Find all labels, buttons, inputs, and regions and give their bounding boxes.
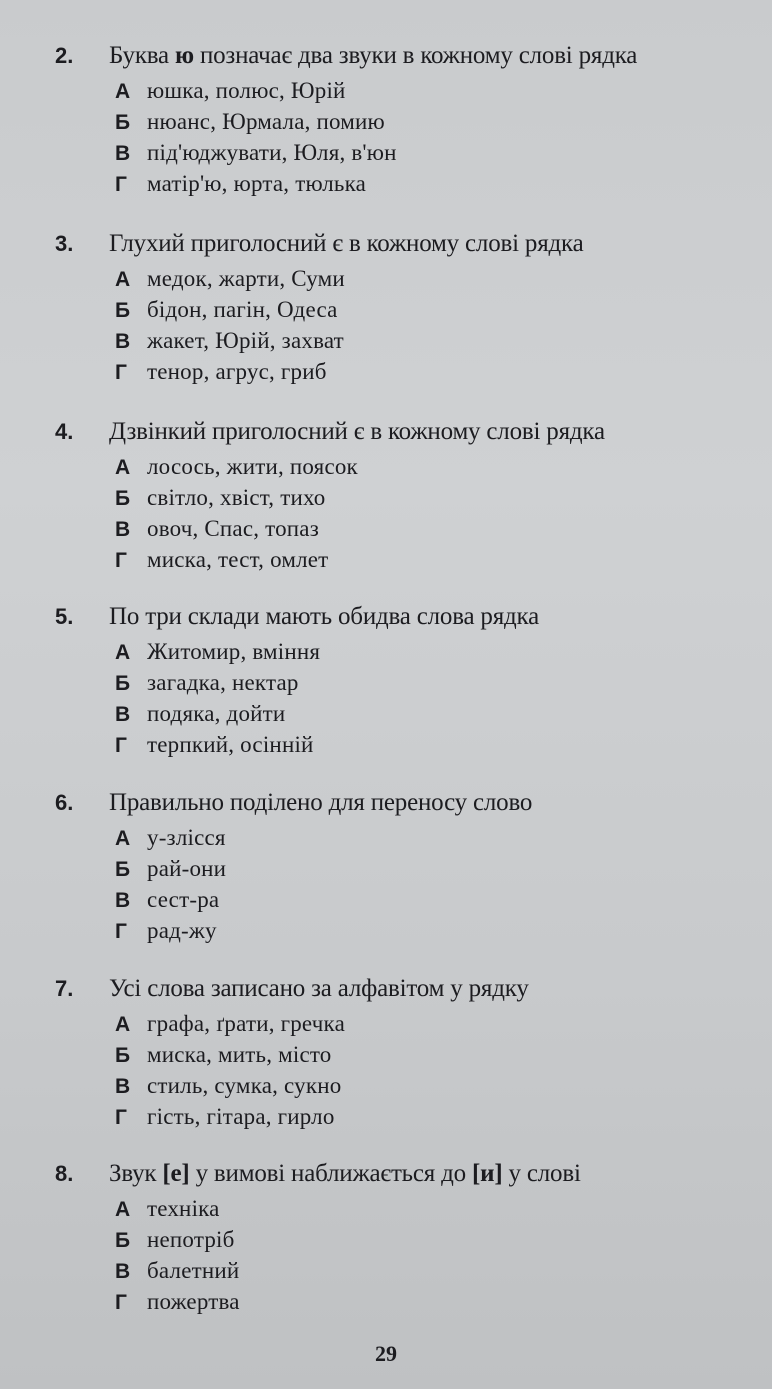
option-a: А Житомир, вміння [115, 639, 321, 664]
answer-options [115, 78, 755, 202]
question-text: По три склади мають обидва слова рядка [109, 603, 540, 630]
question-text: Усі слова записано за алфавітом у рядку [109, 975, 529, 1002]
option-a: А графа, ґрати, гречка [115, 1011, 345, 1036]
option-b: Б бідон, пагін, Одеса [115, 297, 338, 322]
answer-options [115, 266, 755, 390]
option-v: В жакет, Юрій, захват [115, 328, 344, 353]
question-text: Буква ю позначає два звуки в кожному слові рядка [109, 42, 638, 69]
question-number: 8. [55, 1161, 74, 1186]
question-5 [55, 603, 755, 763]
option-b: Б нюанс, Юрмала, помию [115, 109, 385, 134]
option-b: Б загадка, нектар [115, 670, 299, 695]
answer-options [115, 1196, 755, 1320]
answer-options [115, 825, 755, 949]
question-6 [55, 789, 755, 949]
option-b: Б непотріб [115, 1227, 235, 1252]
option-h: Г гість, гітара, гирло [115, 1104, 335, 1129]
option-v: В сест-ра [115, 887, 220, 912]
question-text: Правильно поділено для переносу слово [109, 789, 533, 816]
option-a: А юшка, полюс, Юрій [115, 78, 346, 103]
page-number: 29 [375, 1341, 397, 1366]
question-8 [55, 1160, 755, 1320]
option-h: Г пожертва [115, 1289, 240, 1314]
option-v: В подяка, дойти [115, 701, 286, 726]
option-a: А лосось, жити, поясок [115, 454, 358, 479]
option-v: В овоч, Спас, топаз [115, 516, 319, 541]
option-v: В стиль, сумка, сукно [115, 1073, 342, 1098]
question-number: 2. [55, 43, 74, 68]
question-2 [55, 42, 755, 202]
question-text: Глухий приголосний є в кожному слові рядка [109, 230, 584, 257]
answer-options [115, 1011, 755, 1135]
option-h: Г терпкий, осінній [115, 732, 314, 757]
question-number: 5. [55, 604, 74, 629]
option-v: В балетний [115, 1258, 240, 1283]
option-a: А техніка [115, 1196, 220, 1221]
question-text: Дзвінкий приголосний є в кожному слові рядка [109, 418, 605, 445]
question-number: 3. [55, 231, 74, 256]
question-7 [55, 975, 755, 1135]
option-h: Г рад-жу [115, 918, 217, 943]
option-a: А у-злісся [115, 825, 226, 850]
answer-options [115, 639, 755, 763]
question-4 [55, 418, 755, 578]
question-number: 7. [55, 976, 74, 1001]
question-number: 4. [55, 419, 74, 444]
option-b: Б рай-они [115, 856, 227, 881]
option-h: Г миска, тест, омлет [115, 547, 329, 572]
question-number: 6. [55, 790, 74, 815]
option-a: А медок, жарти, Суми [115, 266, 345, 291]
option-h: Г матір'ю, юрта, тюлька [115, 171, 367, 196]
option-b: Б світло, хвіст, тихо [115, 485, 326, 510]
question-text: Звук [е] у вимові наближається до [и] у слові [109, 1160, 581, 1187]
option-v: В під'юджувати, Юля, в'юн [115, 140, 397, 165]
question-3 [55, 230, 755, 390]
answer-options [115, 454, 755, 578]
option-h: Г тенор, агрус, гриб [115, 359, 327, 384]
option-b: Б миска, мить, місто [115, 1042, 332, 1067]
